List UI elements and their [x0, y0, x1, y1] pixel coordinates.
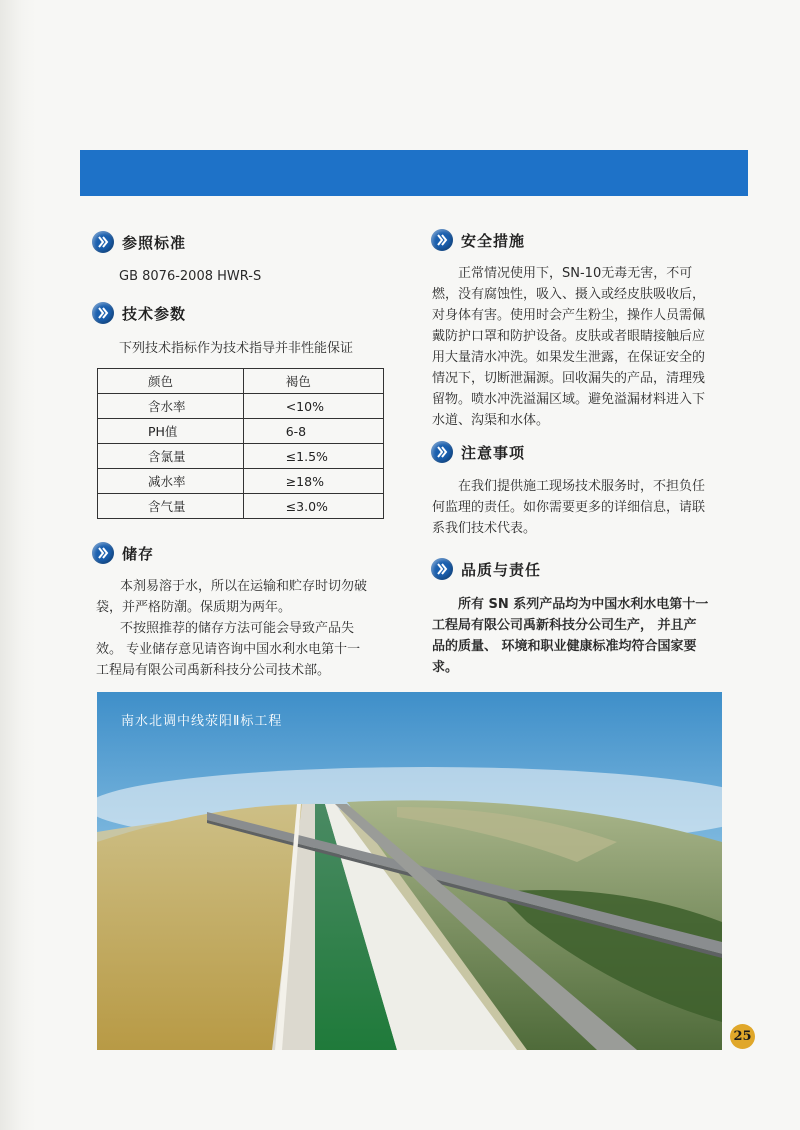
- canal-aerial-photo: [97, 692, 722, 1050]
- section-title: 储存: [122, 544, 155, 563]
- param-name: 含水率: [98, 394, 244, 419]
- chevron-right-icon: [431, 441, 453, 463]
- section-storage-heading: [92, 542, 154, 564]
- storage-line: 工程局有限公司禹新科技分公司技术部。: [96, 663, 331, 678]
- param-value: 褐色: [243, 369, 383, 394]
- section-quality-heading: [431, 558, 541, 580]
- param-name: 减水率: [98, 469, 244, 494]
- param-value: <10%: [243, 394, 383, 419]
- safety-line: 对身体有害。使用时会产生粉尘，操作人员需佩: [432, 308, 706, 323]
- safety-line: 情况下，切断泄漏源。回收漏失的产品，清理残: [432, 371, 706, 386]
- params-table: [97, 368, 384, 519]
- table-row: [98, 469, 384, 494]
- chevron-right-icon: [92, 542, 114, 564]
- notes-line: 何监理的责任。如你需要更多的详细信息，请联: [432, 500, 706, 515]
- safety-line: 燃，没有腐蚀性，吸入、摄入或经皮肤吸收后，: [432, 287, 706, 302]
- section-title: 品质与责任: [461, 560, 542, 579]
- safety-line: 用大量清水冲洗。如果发生泄露，在保证安全的: [432, 350, 706, 365]
- safety-line: 水道、沟渠和水体。: [432, 413, 550, 428]
- param-value: 6-8: [243, 419, 383, 444]
- table-row: [98, 419, 384, 444]
- quality-line: 求。: [432, 660, 459, 675]
- storage-line: 不按照推荐的储存方法可能会导致产品失: [120, 621, 355, 636]
- header-banner: [80, 150, 748, 196]
- quality-line: 品的质量、 环境和职业健康标准均符合国家要: [432, 639, 697, 654]
- chevron-right-icon: [431, 558, 453, 580]
- param-value: ≤1.5%: [243, 444, 383, 469]
- section-title: 注意事项: [461, 443, 526, 462]
- notes-line: 在我们提供施工现场技术服务时，不担负任: [458, 479, 706, 494]
- quality-line: 所有 SN 系列产品均为中国水利水电第十一: [458, 597, 709, 612]
- safety-line: 正常情况使用下，SN-10无毒无害，不可: [458, 266, 693, 281]
- canal-illustration: [97, 692, 722, 1050]
- table-row: [98, 369, 384, 394]
- safety-line: 戴防护口罩和防护设备。皮肤或者眼睛接触后应: [432, 329, 706, 344]
- section-safety-heading: [431, 229, 525, 251]
- storage-line: 效。 专业储存意见请咨询中国水利水电第十一: [96, 642, 361, 657]
- param-name: 含气量: [98, 494, 244, 519]
- section-title: 参照标准: [122, 233, 187, 252]
- table-row: [98, 394, 384, 419]
- page-number-badge: 25: [730, 1024, 755, 1049]
- param-name: 颜色: [98, 369, 244, 394]
- notes-line: 系我们技术代表。: [432, 521, 537, 536]
- param-value: ≤3.0%: [243, 494, 383, 519]
- photo-caption: 南水北调中线荥阳Ⅱ标工程: [121, 714, 283, 729]
- section-title: 安全措施: [461, 231, 526, 250]
- chevron-right-icon: [92, 302, 114, 324]
- quality-line: 工程局有限公司禹新科技分公司生产， 并且产: [432, 618, 697, 633]
- safety-line: 留物。喷水冲洗溢漏区域。避免溢漏材料进入下: [432, 392, 706, 407]
- storage-line: 袋，并严格防潮。保质期为两年。: [96, 600, 292, 615]
- section-reference-heading: [92, 231, 186, 253]
- table-row: [98, 494, 384, 519]
- section-title: 技术参数: [122, 304, 187, 323]
- chevron-right-icon: [92, 231, 114, 253]
- params-intro: 下列技术指标作为技术指导并非性能保证: [119, 341, 354, 356]
- section-notes-heading: [431, 441, 525, 463]
- param-value: ≥18%: [243, 469, 383, 494]
- storage-line: 本剂易溶于水，所以在运输和贮存时切勿破: [120, 579, 368, 594]
- reference-standard-text: GB 8076-2008 HWR-S: [119, 269, 262, 284]
- page-edge-shadow: [0, 0, 36, 1130]
- param-name: PH值: [98, 419, 244, 444]
- chevron-right-icon: [431, 229, 453, 251]
- table-row: [98, 444, 384, 469]
- param-name: 含氯量: [98, 444, 244, 469]
- section-params-heading: [92, 302, 186, 324]
